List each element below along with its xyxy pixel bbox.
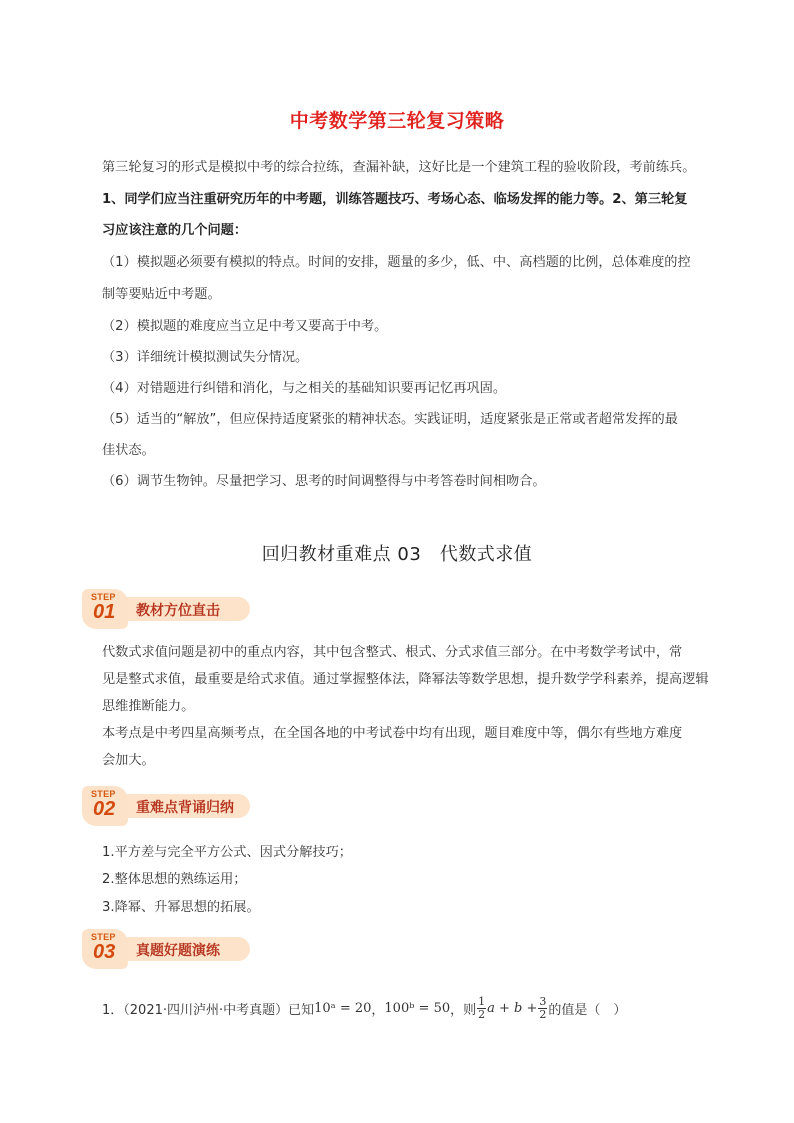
step-number: 02: [93, 798, 116, 820]
list-item: （3）详细统计模拟测试失分情况。: [102, 350, 309, 365]
step-03-header: [82, 929, 252, 969]
list-item: 1.平方差与完全平方公式、因式分解技巧；: [102, 845, 352, 860]
list-item: （2）模拟题的难度应当立足中考又要高于中考。: [102, 319, 388, 334]
step-label: 教材方位直击: [136, 603, 220, 619]
step-label-bar: [122, 937, 250, 961]
fraction: [477, 996, 486, 1021]
separator: ，则: [450, 1003, 477, 1018]
step1-paragraph: 代数式求值问题是初中的重点内容，其中包含整式、根式、分式求值三部分。在中考数学考试中，常: [102, 645, 683, 660]
list-item: 3.降幂、升幂思想的拓展。: [102, 900, 260, 915]
step-badge: [82, 589, 128, 629]
list-item: （5）适当的“解放”，但应保持适度紧张的精神状态。实践证明，适度紧张是正常或者超常发挥的最: [102, 412, 678, 427]
step-number: 01: [93, 601, 116, 623]
list-item: 制等要贴近中考题。: [102, 287, 221, 302]
list-item: 2.整体思想的熟练运用；: [102, 872, 247, 887]
step1-paragraph: 会加大。: [102, 753, 155, 768]
equation: 100ᵇ = 50: [384, 1001, 451, 1016]
step-02-header: [82, 786, 252, 826]
denominator: 2: [478, 1008, 486, 1021]
step-badge: [82, 786, 128, 826]
section-title: 回归教材重难点 03 代数式求值: [261, 544, 533, 565]
question-suffix: 的值是（ ）: [548, 1003, 627, 1018]
step-01-header: [82, 589, 252, 629]
list-item: 佳状态。: [102, 443, 155, 458]
question-prefix: 1．（2021·四川泸州·中考真题）已知: [102, 1003, 315, 1018]
equation: 10ᵃ = 20: [314, 1001, 372, 1016]
step1-paragraph: 见是整式求值，最重要是给式求值。通过掌握整体法，降幂法等数学思想，提升数学学科素养，提高逻辑: [102, 672, 709, 687]
step-word: STEP: [91, 592, 116, 602]
step-word: STEP: [91, 789, 116, 799]
numerator: 3: [539, 995, 547, 1008]
list-item: （6）调节生物钟。尽量把学习、思考的时间调整得与中考答卷时间相吻合。: [102, 474, 546, 489]
step1-paragraph: 本考点是中考四星高频考点，在全国各地的中考试卷中均有出现，题目难度中等，偶尔有些地方难度: [102, 726, 683, 741]
intro-bold-line: 习应该注意的几个问题：: [102, 223, 248, 238]
step-word: STEP: [91, 932, 116, 942]
step-label-bar: [122, 794, 250, 818]
page-title: 中考数学第三轮复习策略: [289, 110, 505, 132]
intro-bold-line: 1、同学们应当注重研究历年的中考题，训练答题技巧、考场心态、临场发挥的能力等。2、第三轮复: [102, 192, 688, 207]
step-label-bar: [122, 597, 250, 621]
separator: ，: [371, 1003, 385, 1018]
expression: a + b +: [487, 1001, 538, 1016]
fraction: [538, 996, 547, 1021]
step-label: 重难点背诵归纳: [136, 800, 234, 816]
denominator: 2: [539, 1008, 547, 1021]
step-number: 03: [93, 941, 116, 963]
step-badge: [82, 929, 128, 969]
question-1: [102, 996, 626, 1021]
list-item: （1）模拟题必须要有模拟的特点。时间的安排，题量的多少，低、中、高档题的比例，总体难度的控: [102, 255, 691, 270]
step-label: 真题好题演练: [136, 943, 220, 959]
step1-paragraph: 思维推断能力。: [102, 699, 195, 714]
numerator: 1: [478, 995, 486, 1008]
intro-paragraph: 第三轮复习的形式是模拟中考的综合拉练，查漏补缺，这好比是一个建筑工程的验收阶段，考前练兵。: [102, 160, 696, 175]
list-item: （4）对错题进行纠错和消化，与之相关的基础知识要再记忆再巩固。: [102, 381, 507, 396]
